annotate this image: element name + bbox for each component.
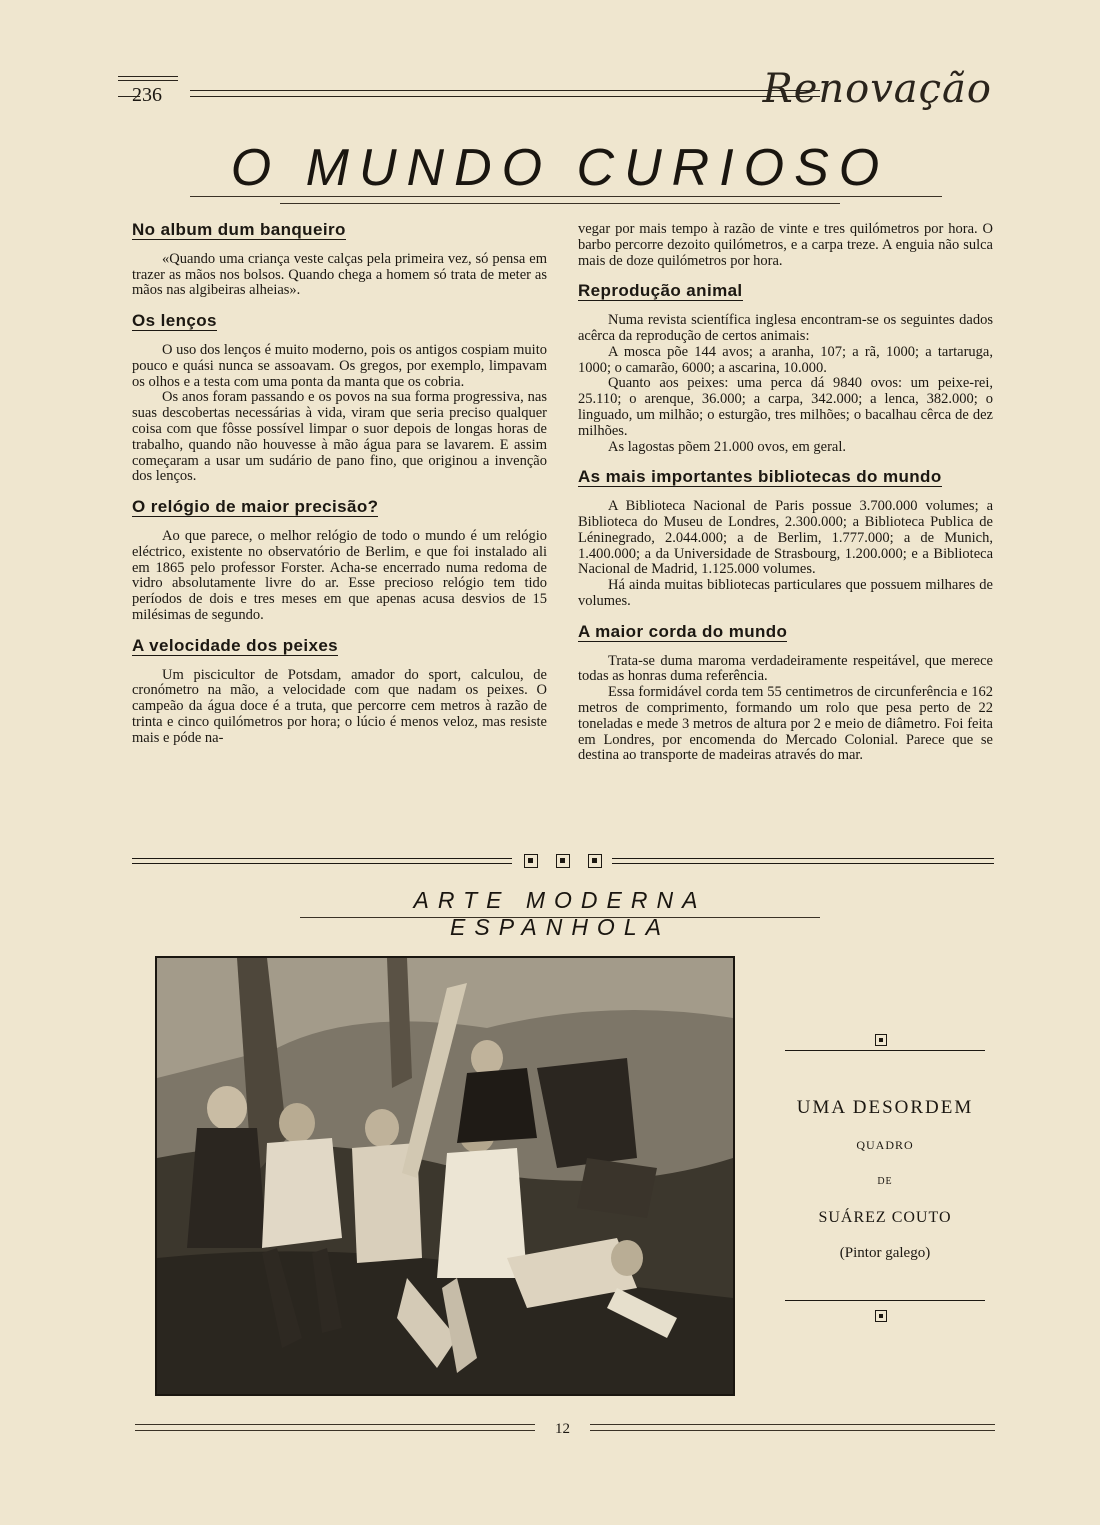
article-paragraph: A mosca põe 144 avos; a aranha, 107; a rã, 1000; a tartaruga, 1000; o camarão, 6000; a ascarina, 10.000. — [578, 343, 993, 376]
header-rule — [118, 80, 178, 81]
art-title-rule — [300, 917, 820, 918]
separator-rule — [132, 863, 512, 864]
square-ornament-icon — [524, 854, 538, 868]
article-paragraph: Quanto aos peixes: uma perca dá 9840 ovos: um peixe-rei, 25.110; o arenque, 36.000; a carpa, 342.000; a lenca, 382.000; o linguado, um milhão; o esturgão, tres milhões; o bacalhau cêrca de dez milhões. — [578, 375, 993, 439]
square-ornament-icon — [556, 854, 570, 868]
painting-image — [155, 956, 735, 1396]
page-header — [118, 66, 998, 120]
article-heading: Os lenços — [132, 311, 217, 331]
caption-de: DE — [877, 1176, 893, 1187]
article-bibliotecas — [578, 469, 993, 609]
page-footer — [135, 1418, 995, 1448]
painting-scene-icon — [157, 958, 733, 1394]
footer-rule — [135, 1424, 535, 1425]
article-banqueiro — [132, 222, 547, 299]
separator-rule — [612, 858, 994, 859]
article-reproducao — [578, 283, 993, 455]
square-ornament-icon — [875, 1310, 887, 1322]
artist-note: (Pintor galego) — [839, 1245, 931, 1261]
footer-rule — [590, 1424, 995, 1425]
footer-rule — [135, 1430, 535, 1431]
article-paragraph: Ao que parece, o melhor relógio de todo o mundo é um relógio eléctrico, existente no observatório de Berlim, e que foi instalado ali em 1865 pelo professor Forster. Acha-se encerrado numa redoma de vidro absolutamente livre do ar. Esse precioso relógio tem tido períodos de dois e tres meses em que apenas acusa desvios de 15 milésimas de segundo. — [132, 527, 547, 623]
article-relogio — [132, 499, 547, 624]
article-velocidade-cont — [578, 222, 993, 269]
article-heading: A maior corda do mundo — [578, 621, 788, 641]
article-paragraph: Um piscicultor de Potsdam, amador do sport, calculou, de cronómetro na mão, a velocidade com que nadam os peixes. O campeão da água doce é a truta, que percorre cem metros à razão de trinta e cinco quilómetros por hora; o lúcio é menos veloz, mas resiste mais e póde na- — [132, 666, 547, 746]
header-rule — [190, 90, 820, 91]
painting-artist: SUÁREZ COUTO — [818, 1209, 952, 1226]
left-column — [132, 222, 547, 761]
footer-number: 12 — [555, 1421, 570, 1437]
article-paragraph: Essa formidável corda tem 55 centimetros de circunferência e 162 metros de comprimento, formando um rolo que pesa perto de 22 toneladas e mede 3 metros de altura por 2 e meio de diâmetro. Foi feita em Londres, por encomenda do Mercado Colonial. Parece que se destina ao transporte de madeiras através do mar. — [578, 684, 993, 764]
article-paragraph: vegar por mais tempo à razão de vinte e tres quilómetros por hora. O barbo percorre dezoito quilómetros, e a carpa treze. A enguia não sulca mais de doze quilómetros por hora. — [578, 221, 993, 269]
article-heading: Reprodução animal — [578, 281, 743, 301]
article-heading: No album dum banqueiro — [132, 220, 346, 239]
article-paragraph: Trata-se duma maroma verdadeiramente respeitável, que merece todas as honras duma referência. — [578, 652, 993, 685]
separator-rule — [612, 863, 994, 864]
article-paragraph: Numa revista scientífica inglesa encontram-se os seguintes dados acêrca da reprodução de certos animais: — [578, 312, 993, 344]
page-number: 236 — [132, 84, 162, 106]
painting-title: UMA DESORDEM — [796, 1097, 974, 1118]
page-title: O MUNDO CURIOSO — [230, 139, 890, 197]
article-paragraph: Há ainda muitas bibliotecas particulares que possuem milhares de volumes. — [578, 577, 993, 609]
square-ornament-icon — [875, 1034, 887, 1046]
magazine-logo: Renovação — [762, 66, 992, 112]
article-heading: O relógio de maior precisão? — [132, 497, 379, 517]
article-corda — [578, 621, 993, 764]
title-rule — [190, 196, 942, 197]
painting-subtitle: QUADRO — [856, 1138, 914, 1152]
article-paragraph: A Biblioteca Nacional de Paris possue 3.700.000 volumes; a Biblioteca do Museu de Londres, 2.300.000; a Biblioteca Publica de Léninegrado, 2.044.000; a de Berlim, 1.777.000; a de Munich, 1.400.000; a da Universidade de Strasbourg, 1.200.000; e a Biblioteca Nacional de Madrid, 1.125.000 volumes. — [578, 498, 993, 578]
art-section-title: ARTE MODERNA ESPANHOLA — [413, 887, 707, 940]
caption-rule — [785, 1300, 985, 1301]
header-rule — [118, 76, 178, 77]
footer-rule — [590, 1430, 995, 1431]
article-paragraph: «Quando uma criança veste calças pela primeira vez, só pensa em trazer as mãos nos bolsos. Quando chega a homem só trata de meter as mãos nas algibeiras alheias». — [132, 250, 547, 299]
article-heading: As mais importantes bibliotecas do mundo — [578, 467, 942, 487]
separator-rule — [132, 858, 512, 859]
title-rule — [280, 203, 840, 204]
article-paragraph: As lagostas põem 21.000 ovos, em geral. — [608, 438, 847, 455]
article-paragraph: Os anos foram passando e os povos na sua forma progressiva, nas suas descobertas necessárias à vida, viram que seria preciso qualquer coisa com que fôsse possível limpar o suor depois de longas horas de trabalho, quando não houvesse à mão água para se lavarem. E assim começaram a usar um sudário de pano fino, que originou a invenção dos lenços. — [132, 389, 547, 485]
article-paragraph: O uso dos lenços é muito moderno, pois os antigos cospiam muito pouco e quási nunca se assoavam. Os gregos, por exemplo, limpavam os olhos e a testa com uma ponta da manta que os cobria. — [132, 341, 547, 390]
caption-rule — [785, 1050, 985, 1051]
header-rule — [190, 96, 820, 97]
article-velocidade — [132, 635, 547, 747]
square-ornament-icon — [588, 854, 602, 868]
article-lencos — [132, 313, 547, 485]
article-heading: A velocidade dos peixes — [132, 635, 339, 655]
right-column — [578, 222, 993, 778]
section-separator — [132, 852, 994, 872]
